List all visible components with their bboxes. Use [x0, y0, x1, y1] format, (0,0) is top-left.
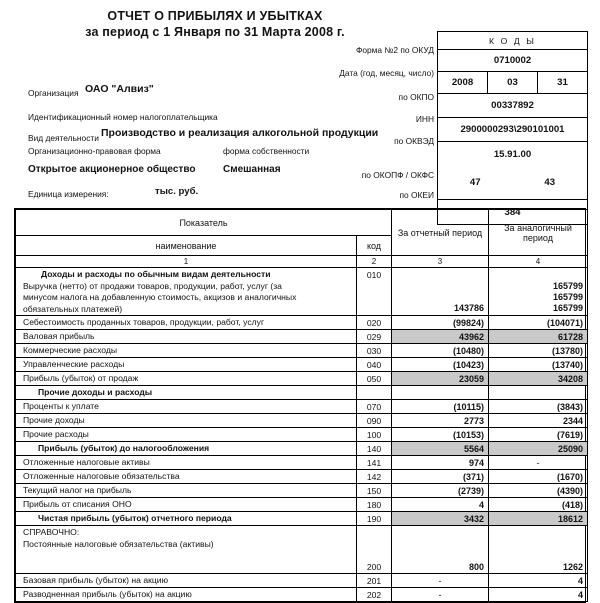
row-value-current: (10423): [392, 358, 489, 372]
row-value-current: 4: [392, 498, 489, 512]
row-value-previous: (13780): [489, 344, 588, 358]
row-label-line: Постоянные налоговые обязательства (активы): [23, 538, 214, 549]
row-value-current: 43962: [392, 330, 489, 344]
table-row: [16, 344, 588, 358]
row-label: [16, 526, 357, 574]
row-value-current: 5564: [392, 442, 489, 456]
form-okud-label: Форма №2 по ОКУД: [355, 45, 434, 55]
row-value-current: -: [392, 574, 489, 588]
organization-label: Организация: [28, 88, 79, 98]
table-row: [16, 386, 588, 400]
table-row: [16, 470, 588, 484]
table-header-row-1: [16, 210, 588, 236]
table-row: [16, 484, 588, 498]
row-code: 030: [357, 344, 392, 358]
table-row: [16, 456, 588, 470]
row-value-current: (10115): [392, 400, 489, 414]
row-code: 180: [357, 498, 392, 512]
codes-okfs-value: 43: [544, 177, 556, 188]
column-number-2: 2: [357, 256, 392, 268]
row-label: Коммерческие расходы: [16, 344, 357, 358]
table-row: [16, 512, 588, 526]
row-code: 029: [357, 330, 392, 344]
row-label: Разводненная прибыль (убыток) на акцию: [16, 588, 357, 602]
row-code: 141: [357, 456, 392, 470]
row-value-current: 2773: [392, 414, 489, 428]
codes-okved-value: 15.91.00: [493, 148, 532, 160]
ownership-form-label: форма собственности: [223, 146, 310, 156]
codes-okopf-value: 47: [469, 177, 481, 188]
row-label-line: обязательных платежей): [23, 303, 123, 314]
row-value-current: 3432: [392, 512, 489, 526]
row-label: Себестоимость проданных товаров, продукции, работ, услуг: [16, 316, 357, 330]
row-code: 202: [357, 588, 392, 602]
report-title-line1: ОТЧЕТ О ПРИБЫЛЯХ И УБЫТКАХ: [107, 9, 323, 23]
organization-value: ОАО "Алвиз": [85, 83, 154, 95]
row-label: Прочие доходы и расходы: [16, 386, 357, 400]
inn-code-label: ИНН: [415, 114, 434, 124]
row-value-current: (2739): [392, 484, 489, 498]
row-value-previous: -: [489, 456, 588, 470]
page-title: [0, 9, 430, 40]
profit-loss-table: [14, 208, 586, 603]
row-label: Отложенные налоговые активы: [16, 456, 357, 470]
row-code: 200: [357, 526, 392, 574]
row-code: 190: [357, 512, 392, 526]
table-row: [16, 588, 588, 602]
table-row: [16, 442, 588, 456]
row-code: 142: [357, 470, 392, 484]
row-code: 070: [357, 400, 392, 414]
row-code: 201: [357, 574, 392, 588]
row-value-current: -: [392, 588, 489, 602]
row-value-previous: 1262: [489, 526, 588, 574]
column-header-indicator: Показатель: [16, 210, 392, 236]
row-label: Прочие расходы: [16, 428, 357, 442]
row-value-previous: 4: [489, 588, 588, 602]
table-row: [16, 414, 588, 428]
codes-okpo-row: [438, 94, 587, 118]
okei-label: по ОКЕИ: [399, 190, 434, 200]
row-value-previous: (4390): [489, 484, 588, 498]
row-code: 020: [357, 316, 392, 330]
row-value-previous: (7619): [489, 428, 588, 442]
inn-label: Идентификационный номер налогоплательщика: [28, 112, 218, 122]
row-value-previous: 4: [489, 574, 588, 588]
row-value-current: [392, 386, 489, 400]
row-value-current: 143786: [392, 268, 489, 316]
row-label: Управленческие расходы: [16, 358, 357, 372]
row-label-line: Доходы и расходы по обычным видам деятельности: [41, 269, 271, 279]
legal-form-label: Организационно-правовая форма: [28, 146, 161, 156]
table-row: [16, 358, 588, 372]
column-header-code: код: [357, 236, 392, 256]
activity-value: Производство и реализация алкогольной продукции: [101, 127, 379, 139]
row-value-previous: (1670): [489, 470, 588, 484]
row-value-current: 23059: [392, 372, 489, 386]
row-value-current: (10153): [392, 428, 489, 442]
unit-value: тыс. руб.: [155, 186, 199, 197]
row-value-previous: 2344: [489, 414, 588, 428]
table-row: [16, 574, 588, 588]
row-label-line: минусом налога на добавленную стоимость, акцизов и аналогичных: [23, 292, 297, 302]
row-value-previous: (3843): [489, 400, 588, 414]
row-value-current: (99824): [392, 316, 489, 330]
row-code: 090: [357, 414, 392, 428]
row-value-previous: (104071): [489, 316, 588, 330]
row-value-previous: 34208: [489, 372, 588, 386]
column-number-1: 1: [16, 256, 357, 268]
row-label-line: Выручка (нетто) от продажи товаров, продукции, работ, услуг (за: [23, 280, 282, 291]
okopf-okfs-label: по ОКОПФ / ОКФС: [361, 170, 434, 180]
row-label: Базовая прибыль (убыток) на акцию: [16, 574, 357, 588]
table-row: [16, 526, 588, 574]
row-label: Прибыль от списания ОНО: [16, 498, 357, 512]
codes-date-row: [438, 72, 587, 94]
activity-label: Вид деятельности: [28, 133, 99, 143]
row-value-previous: 61728: [489, 330, 588, 344]
table-body: [16, 268, 588, 602]
codes-date-year: 2008: [438, 72, 488, 93]
row-value-previous: 165799 165799 165799: [489, 268, 588, 316]
codes-okopf-okfs-row: [438, 166, 587, 200]
row-label: Прибыль (убыток) до налогообложения: [16, 442, 357, 456]
row-value-previous: (13740): [489, 358, 588, 372]
row-label: Проценты к уплате: [16, 400, 357, 414]
column-header-name: наименование: [16, 236, 357, 256]
row-label: [16, 268, 357, 316]
profit-loss-table-element: [15, 206, 588, 602]
row-code: [357, 386, 392, 400]
table-row: [16, 400, 588, 414]
row-label: Валовая прибыль: [16, 330, 357, 344]
codes-date-month: 03: [488, 72, 538, 93]
row-value-previous: 25090: [489, 442, 588, 456]
codes-box-heading-row: [438, 32, 587, 50]
column-header-previous-period: За аналогичный период: [489, 210, 588, 256]
codes-box: [437, 31, 588, 225]
date-label: Дата (год, месяц, число): [339, 68, 434, 78]
report-title-line2: за период с 1 Января по 31 Марта 2008 г.: [85, 25, 345, 39]
row-value-current: 800: [392, 526, 489, 574]
codes-okud-value: 0710002: [493, 55, 532, 66]
table-row: [16, 268, 588, 316]
row-label: Прибыль (убыток) от продаж: [16, 372, 357, 386]
row-code: 140: [357, 442, 392, 456]
row-label: Текущий налог на прибыль: [16, 484, 357, 498]
row-label: Чистая прибыль (убыток) отчетного периода: [16, 512, 357, 526]
row-label-line: СПРАВОЧНО:: [23, 527, 80, 537]
row-value-current: 974: [392, 456, 489, 470]
row-value-current: (371): [392, 470, 489, 484]
table-row: [16, 316, 588, 330]
table-row: [16, 330, 588, 344]
table-row: [16, 428, 588, 442]
row-label: Отложенные налоговые обязательства: [16, 470, 357, 484]
codes-inn-value: 2900000293\290101001: [460, 124, 565, 135]
codes-okud-row: [438, 50, 587, 72]
table-header-row-numbers: [16, 256, 588, 268]
row-label: Прочие доходы: [16, 414, 357, 428]
row-value-previous: 18612: [489, 512, 588, 526]
table-row: [16, 498, 588, 512]
codes-inn-row: [438, 118, 587, 142]
okpo-label: по ОКПО: [398, 92, 434, 102]
codes-okpo-value: 00337892: [491, 100, 534, 111]
row-value-previous: [489, 386, 588, 400]
codes-date-day: 31: [557, 77, 568, 88]
row-code: 010: [357, 268, 392, 316]
okved-label: по ОКВЭД: [394, 136, 434, 146]
row-value-previous: (418): [489, 498, 588, 512]
column-number-3: 3: [392, 256, 489, 268]
unit-label: Единица измерения:: [28, 189, 109, 199]
codes-okved-row: [438, 142, 587, 166]
column-number-4: 4: [489, 256, 588, 268]
row-code: 040: [357, 358, 392, 372]
row-value-current: (10480): [392, 344, 489, 358]
ownership-form-value: Смешанная: [223, 164, 281, 175]
row-code: 150: [357, 484, 392, 498]
legal-form-value: Открытое акционерное общество: [28, 164, 196, 175]
row-code: 050: [357, 372, 392, 386]
table-head: [16, 210, 588, 268]
codes-okei-value: 384: [504, 206, 521, 218]
column-header-current-period: За отчетный период: [392, 210, 489, 256]
row-code: 100: [357, 428, 392, 442]
table-row: [16, 372, 588, 386]
codes-box-heading: К О Д Ы: [489, 35, 536, 46]
